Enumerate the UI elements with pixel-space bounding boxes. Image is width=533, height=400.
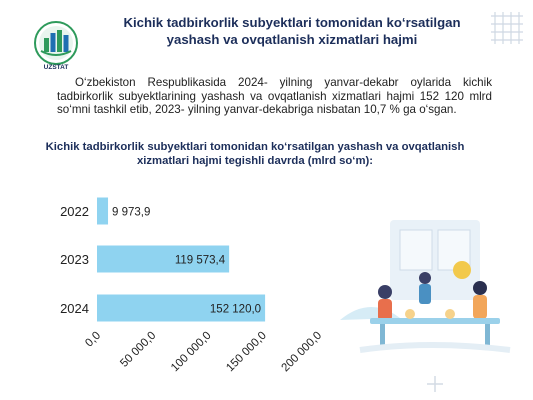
bar-2022 bbox=[97, 198, 108, 225]
data-label-2022: 9 973,9 bbox=[112, 206, 151, 219]
category-label-2024: 2024 bbox=[60, 301, 89, 316]
x-tick-label: 0,0 bbox=[83, 329, 104, 350]
category-label-2023: 2023 bbox=[60, 252, 89, 267]
x-tick-label: 150 000,0 bbox=[224, 329, 269, 375]
chart-title: Kichik tadbirkorlik subyektlari tomonidan ko‘rsatilgan yashash va ovqatlanish xizmatlari hajmi tegishli davrda (mlrd so‘m): bbox=[45, 141, 465, 167]
category-label-2022: 2022 bbox=[60, 204, 89, 219]
logo-text: UZSTAT bbox=[43, 64, 69, 71]
intro-paragraph: O‘zbekiston Respublikasida 2024- yilning yanvar-dekabr oylarida kichik tadbirkorlik subyektlarining yashash va ovqatlanish xizmatlari hajmi 152 120 mlrd so‘mni tashkil etib, 2023- yilning yanvar-dekabriga nisbatan 10,7 % ga o‘sgan. bbox=[57, 76, 492, 117]
data-label-2023: 119 573,4 bbox=[174, 254, 226, 267]
x-tick-label: 100 000,0 bbox=[168, 329, 214, 375]
page-title-line-1: Kichik tadbirkorlik subyektlari tomonidan ko‘rsatilgan bbox=[123, 15, 461, 30]
x-tick-label: 200 000,0 bbox=[279, 329, 325, 375]
x-tick-label: 50 000,0 bbox=[118, 329, 159, 370]
page-title-line-2: yashash va ovqatlanish xizmatlari hajmi bbox=[166, 32, 418, 47]
data-label-2024: 152 120,0 bbox=[209, 303, 262, 316]
